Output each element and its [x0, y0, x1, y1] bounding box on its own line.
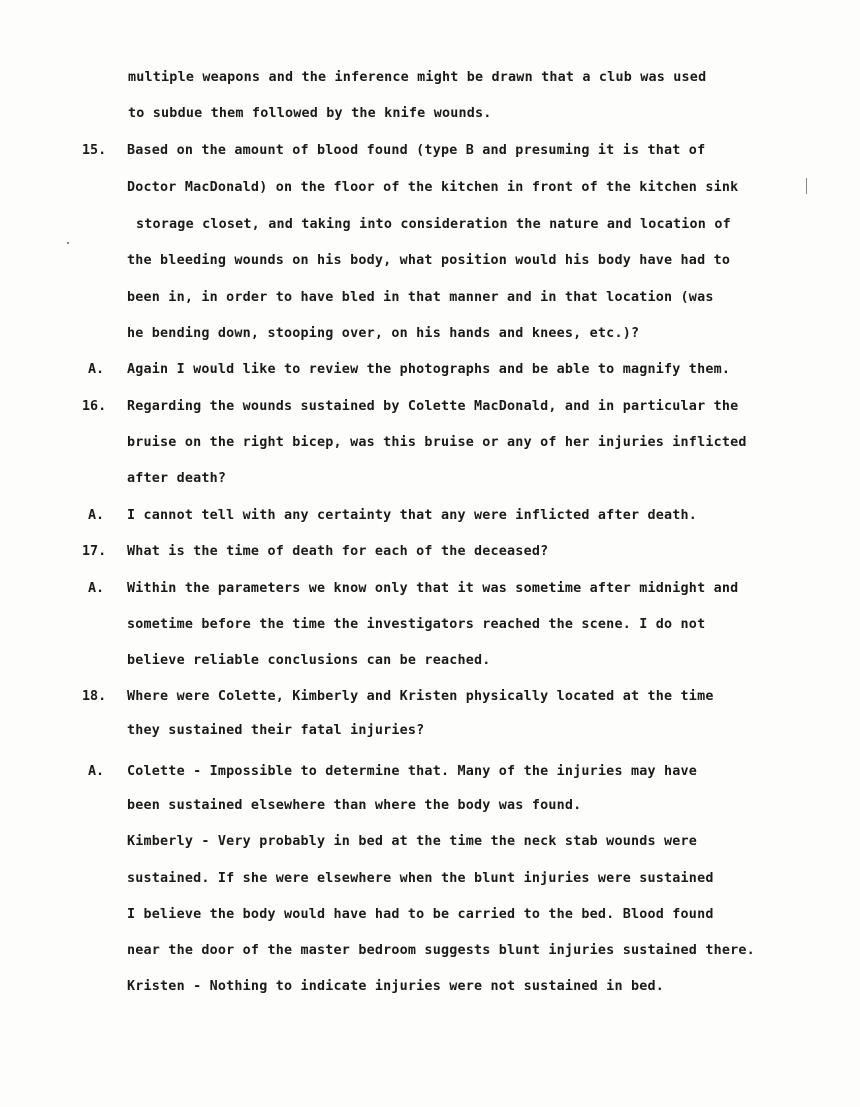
text-line: I cannot tell with any certainty that any were inflicted after death. [127, 508, 698, 523]
scan-mark [67, 242, 69, 244]
text-line: Colette - Impossible to determine that. Many of the injuries may have [127, 764, 698, 779]
text-line: he bending down, stooping over, on his hands and knees, etc.)? [127, 326, 640, 341]
text-line: to subdue them followed by the knife wounds. [128, 106, 492, 121]
text-line: storage closet, and taking into consideration the nature and location of [136, 217, 731, 232]
text-line: Doctor MacDonald) on the floor of the kitchen in front of the kitchen sink [127, 180, 739, 195]
question-number: 18. [82, 689, 107, 704]
question-number: 17. [82, 544, 107, 559]
text-line: Within the parameters we know only that it was sometime after midnight and [127, 581, 739, 596]
text-line: I believe the body would have had to be carried to the bed. Blood found [127, 907, 714, 922]
question-number: 15. [82, 143, 107, 158]
text-line: Again I would like to review the photographs and be able to magnify them. [127, 362, 731, 377]
text-line: after death? [127, 471, 227, 486]
text-line: Regarding the wounds sustained by Colette MacDonald, and in particular the [127, 399, 739, 414]
text-line: bruise on the right bicep, was this bruise or any of her injuries inflicted [127, 435, 747, 450]
scan-mark [806, 178, 807, 194]
text-line: believe reliable conclusions can be reached. [127, 653, 491, 668]
text-line: What is the time of death for each of the deceased? [127, 544, 549, 559]
text-line: the bleeding wounds on his body, what position would his body have had to [127, 253, 731, 268]
text-line: Where were Colette, Kimberly and Kristen physically located at the time [127, 689, 714, 704]
answer-label: A. [88, 581, 105, 596]
text-line: sustained. If she were elsewhere when the blunt injuries were sustained [127, 871, 714, 886]
text-line: been in, in order to have bled in that manner and in that location (was [127, 290, 714, 305]
text-line: Kristen - Nothing to indicate injuries were not sustained in bed. [127, 979, 665, 994]
text-line: multiple weapons and the inference might be drawn that a club was used [128, 70, 707, 85]
text-line: near the door of the master bedroom suggests blunt injuries sustained there. [127, 943, 755, 958]
text-line: Kimberly - Very probably in bed at the time the neck stab wounds were [127, 834, 698, 849]
text-line: Based on the amount of blood found (type B and presuming it is that of [127, 143, 706, 158]
text-line: they sustained their fatal injuries? [127, 723, 425, 738]
question-number: 16. [82, 399, 107, 414]
answer-label: A. [88, 764, 105, 779]
text-line: been sustained elsewhere than where the body was found. [127, 798, 582, 813]
answer-label: A. [88, 508, 105, 523]
text-line: sometime before the time the investigators reached the scene. I do not [127, 617, 706, 632]
answer-label: A. [88, 362, 105, 377]
